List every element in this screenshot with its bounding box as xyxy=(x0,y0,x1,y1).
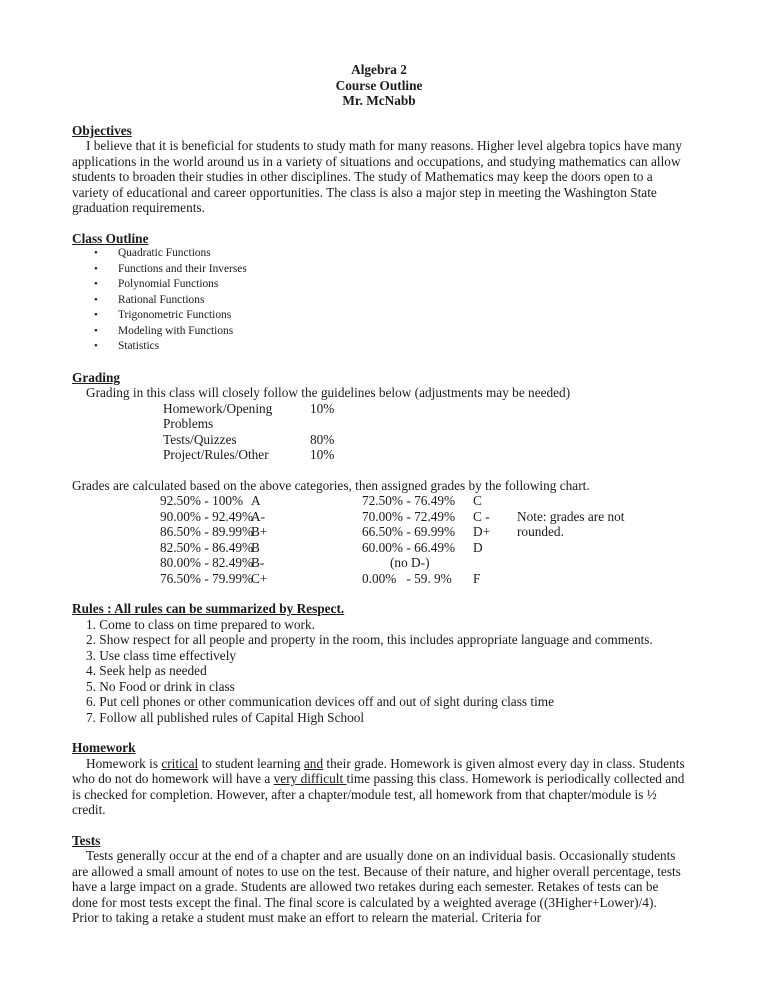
emphasis-very-difficult: very difficult xyxy=(273,771,347,786)
list-item: 7. Follow all published rules of Capital High School xyxy=(86,709,365,725)
list-item: 3. Use class time effectively xyxy=(86,647,237,663)
rules-list xyxy=(72,617,686,726)
list-item: 1. Come to class on time prepared to work. xyxy=(86,616,315,632)
rounding-note: Note: grades are not rounded. xyxy=(517,508,625,539)
list-item: • Functions and their Inverses xyxy=(72,262,686,278)
bullet-icon: • xyxy=(94,278,98,290)
table-row: 80.00% - 82.49% B- (no D-) xyxy=(160,555,430,570)
grading-intro: Grading in this class will closely follow the guidelines below (adjustments may be needed) xyxy=(86,385,571,400)
weight-percent: 80% xyxy=(310,431,335,447)
grade-scale-table xyxy=(72,493,686,586)
title-block xyxy=(72,62,686,109)
list-item: • Modeling with Functions xyxy=(72,324,686,340)
objectives-text: I believe that it is beneficial for students to study math for many reasons. Higher level algebra topics have many applications in the world around us in a variety of situations and occupations, and studying mathematics can allow students to broaden their studies in other disciplines. The study of Mathematics may keep the doors open to a variety of educational and career opportunities. The class is also a major step in meeting the Washington State graduation requirements. xyxy=(72,138,682,215)
list-item: • Trigonometric Functions xyxy=(72,308,686,324)
bullet-icon: • xyxy=(94,247,98,259)
weight-row xyxy=(72,447,686,463)
homework-heading: Homework xyxy=(72,740,136,755)
table-row: 86.50% - 89.99% B+ 66.50% - 69.99% D+ xyxy=(160,524,491,539)
bullet-icon: • xyxy=(94,309,98,321)
grading-heading: Grading xyxy=(72,369,121,385)
document-page xyxy=(72,62,686,941)
list-item: 2. Show respect for all people and property in the room, this includes appropriate language and comments. xyxy=(86,632,653,647)
objectives-section xyxy=(72,123,686,216)
homework-section xyxy=(72,740,686,818)
table-row: 92.50% - 100% A 72.50% - 76.49% C xyxy=(160,493,482,508)
class-outline-list xyxy=(72,246,686,355)
weight-category: Project/Rules/Other xyxy=(163,447,269,462)
list-item: • Quadratic Functions xyxy=(72,246,686,262)
emphasis-and: and xyxy=(303,755,324,771)
weight-category: Homework/Opening Problems xyxy=(163,400,273,431)
table-row: 76.50% - 79.99% C+ 0.00% - 59. 9% F xyxy=(160,570,481,586)
instructor-name: Mr. McNabb xyxy=(342,93,416,108)
bullet-icon: • xyxy=(94,340,98,352)
tests-text: Tests generally occur at the end of a chapter and are usually done on an individual basis. Occasionally students are allowed a small amount of notes to use on the test. Because of their nature, and higher overall percentage, tests have a large impact on a grade. Students are allowed two retakes during each semester. Retakes of tests can be done for most tests except the final. The final score is calculated by a weighted average ((3Higher+Lower)/4). Prior to taking a retake a student must make an effort to relearn the material. Criteria for xyxy=(72,848,681,925)
objectives-heading: Objectives xyxy=(72,122,132,138)
grading-section xyxy=(72,370,686,587)
bullet-icon: • xyxy=(94,324,98,337)
weight-percent: 10% xyxy=(310,400,335,416)
homework-text: Homework is critical to student learning and their grade. Homework is given almost every day in class. Students who do not do homework will have a very difficult time passing this class. Homework is periodically collected and is checked for completion. However, after a chapter/module test, all homework from that chapter/module is ½ credit. xyxy=(72,755,685,817)
bullet-icon: • xyxy=(94,262,98,275)
table-row: 90.00% - 92.49% A- 70.00% - 72.49% C - xyxy=(160,508,490,524)
course-title: Algebra 2 xyxy=(351,62,407,77)
class-outline-heading: Class Outline xyxy=(72,230,149,246)
weight-row xyxy=(72,432,686,448)
list-item: • Statistics xyxy=(72,339,686,355)
class-outline-section xyxy=(72,231,686,355)
list-item: 4. Seek help as needed xyxy=(86,663,207,678)
weight-category: Tests/Quizzes xyxy=(163,431,237,447)
list-item: 5. No Food or drink in class xyxy=(86,678,235,694)
list-item: • Polynomial Functions xyxy=(72,277,686,293)
weight-row xyxy=(72,401,686,432)
tests-heading: Tests xyxy=(72,832,101,848)
grading-weights xyxy=(72,401,686,463)
emphasis-critical: critical xyxy=(161,755,199,771)
table-row: 82.50% - 86.49% B 60.00% - 66.49% D xyxy=(160,539,483,555)
list-item: • Rational Functions xyxy=(72,293,686,309)
rules-section xyxy=(72,601,686,725)
rules-heading: Rules : All rules can be summarized by Respect. xyxy=(72,601,345,616)
grade-scale-intro: Grades are calculated based on the above categories, then assigned grades by the following chart. xyxy=(72,477,590,493)
list-item: 6. Put cell phones or other communication devices off and out of sight during class time xyxy=(86,694,555,709)
tests-section xyxy=(72,833,686,926)
weight-percent: 10% xyxy=(310,447,335,462)
document-subtitle: Course Outline xyxy=(335,77,423,93)
bullet-icon: • xyxy=(94,293,98,306)
